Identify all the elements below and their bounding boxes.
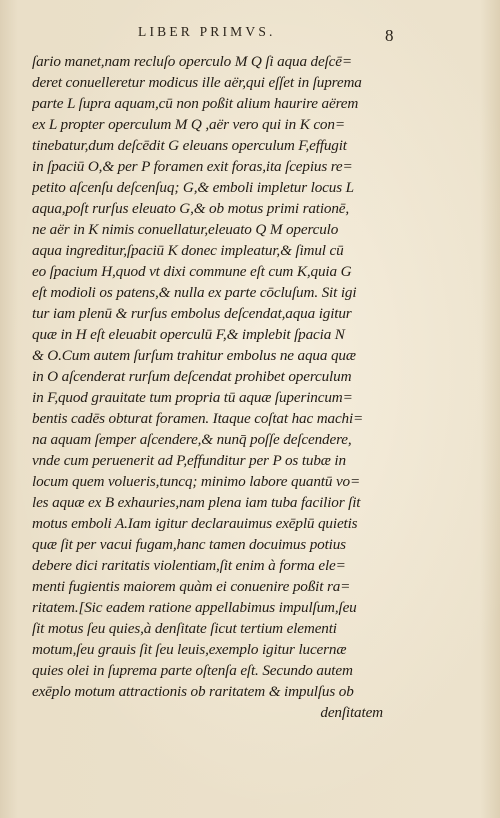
page-number: 8 [385,26,394,45]
text-line: ſit motus ſeu quies,à denſitate ſicut tertium elementi [32,620,337,637]
text-line: denſitatem [320,704,383,721]
text-line: in F,quod grauitate tum propria tū aquæ ſuperincum= [32,389,353,406]
text-line: ne aër in K nimis conuellatur,eleuato Q M operculo [32,221,339,238]
text-line: tur iam plenū & rurſus embolus deſcendat,aqua igitur [32,305,352,322]
text-line: aqua ingreditur,ſpaciū K donec impleatur,& ſimul cū [32,242,344,259]
text-line: in O aſcenderat rurſum deſcendat prohibet operculum [32,368,352,385]
text-line: eſt modioli os patens,& nulla ex parte cōcluſum. Sit igi [32,284,357,301]
text-line: eo ſpacium H,quod vt dixi commune eſt cum K,quia G [32,263,352,280]
text-line: quæ ſit per vacui fugam,hanc tamen docuimus potius [32,536,346,553]
text-line: locum quem volueris,tuncq; minimo labore quantū vo= [32,473,361,490]
running-title: LIBER PRIMVS. [138,24,276,39]
text-line: debere dici raritatis violentiam,ſit enim à forma ele= [32,557,346,574]
text-line: exēplo motum attractionis ob raritatem & impulſus ob [32,683,354,700]
text-line: quæ in H eſt eleuabit operculū F,& implebit ſpacia N [32,326,345,343]
text-line: menti fugientis maiorem quàm ei conuenire poßit ra= [32,578,351,595]
text-line: ex L propter operculum M Q ,aër vero qui in K con= [32,116,345,133]
text-line: aqua,poſt rurſus eleuato G,& ob motus primi rationē, [32,200,350,217]
text-line: ritatem.[Sic eadem ratione appellabimus impulſum,ſeu [32,599,357,616]
text-line: deret conuelleretur modicus ille aër,qui eſſet in ſuprema [32,74,362,91]
text-line: parte L ſupra aquam,cū non poßit alium haurire aërem [32,95,359,112]
text-line: les aquæ ex B exhauries,nam plena iam tuba facilior ſit [32,494,361,511]
text-line: tinebatur,dum deſcēdit G eleuans operculum F,effugit [32,137,347,154]
text-line: in ſpaciū O,& per P foramen exit foras,ita ſcepius re= [32,158,353,175]
text-line: & O.Cum autem ſurſum trahitur embolus ne aqua quæ [32,347,356,364]
text-line: vnde cum peruenerit ad P,effunditur per P os tubæ in [32,452,346,469]
text-line: ſario manet,nam recluſo operculo M Q ſi aqua deſcē= [32,53,352,70]
text-line: quies olei in ſuprema parte oſtenſa eſt. Secundo autem [32,662,353,679]
text-line: motum,ſeu grauis ſit ſeu leuis,exemplo igitur lucernæ [32,641,347,658]
text-line: motus emboli A.Iam igitur declarauimus exēplū quietis [32,515,358,532]
text-line: petito aſcenſu deſcenſuq; G,& emboli impletur locus L [32,179,354,196]
text-line: bentis cadēs obturat foramen. Itaque coſtat hac machi= [32,410,364,427]
text-block [32,51,407,723]
text-line: na aquam ſemper aſcendere,& nunq̄ poſſe deſcendere, [32,431,352,448]
